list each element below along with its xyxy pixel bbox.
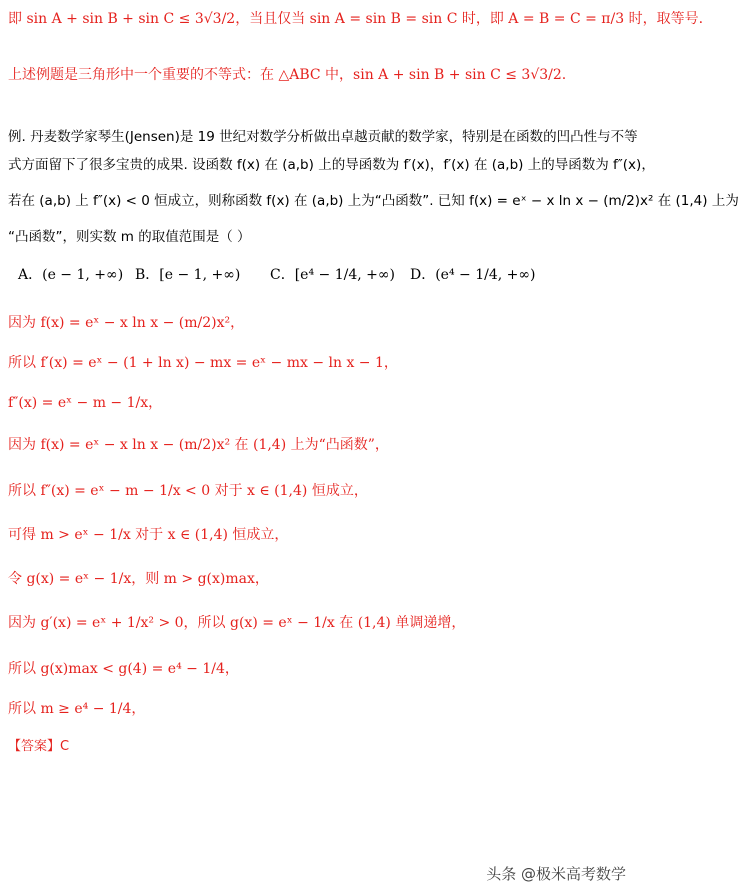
solution-line-5: 所以 f″(x) = eˣ − m − 1/x < 0 对于 x ∈ (1,4) 恒成立， (8, 483, 368, 499)
problem-line-2: 式方面留下了很多宝贵的成果. 设函数 f(x) 在 (a,b) 上的导函数为 f′(x)，f′(x) 在 (a,b) 上的导函数为 f″(x)， (8, 157, 655, 173)
line-1: 即 sin A + sin B + sin C ≤ 3√3/2，当且仅当 sin A = sin B = sin C 时，即 A = B = C = π/3 时，取等号. (8, 11, 704, 27)
solution-line-1: 因为 f(x) = eˣ − x ln x − (m/2)x²， (8, 315, 245, 331)
solution-line-4: 因为 f(x) = eˣ − x ln x − (m/2)x² 在 (1,4) 上为“凸函数”， (8, 437, 389, 453)
solution-line-9: 所以 g(x)max < g(4) = e⁴ − 1/4， (8, 661, 239, 677)
problem-line-3: 若在 (a,b) 上 f″(x) < 0 恒成立，则称函数 f(x) 在 (a,b) 上为“凸函数”. 已知 f(x) = eˣ − x ln x − (m/2)x² 在 (1,4) 上为 (8, 193, 739, 209)
option-d: D．(e⁴ − 1/4, +∞) (410, 267, 536, 283)
solution-line-10: 所以 m ≥ e⁴ − 1/4， (8, 701, 146, 717)
solution-line-8: 因为 g′(x) = eˣ + 1/x² > 0，所以 g(x) = eˣ − 1/x 在 (1,4) 单调递增， (8, 615, 466, 631)
option-c: C．[e⁴ − 1/4, +∞) (270, 267, 395, 283)
solution-line-3: f″(x) = eˣ − m − 1/x， (8, 395, 163, 411)
option-b: B．[e − 1, +∞) (135, 267, 241, 283)
option-a: A．(e − 1, +∞) (18, 267, 124, 283)
problem-line-1: 例. 丹麦数学家琴生(Jensen)是 19 世纪对数学分析做出卓越贡献的数学家，特别是在函数的凹凸性与不等 (8, 129, 638, 145)
solution-line-7: 令 g(x) = eˣ − 1/x，则 m > g(x)max， (8, 571, 269, 587)
line-2: 上述例题是三角形中一个重要的不等式：在 △ABC 中，sin A + sin B + sin C ≤ 3√3/2. (8, 67, 567, 83)
watermark-text: 头条 @极米高考数学 (486, 865, 626, 883)
solution-line-2: 所以 f′(x) = eˣ − (1 + ln x) − mx = eˣ − mx − ln x − 1， (8, 355, 398, 371)
solution-line-6: 可得 m > eˣ − 1/x 对于 x ∈ (1,4) 恒成立， (8, 527, 289, 543)
answer-line: 【答案】C (8, 739, 70, 754)
problem-line-4: “凸函数”，则实数 m 的取值范围是（ ） (8, 229, 251, 245)
